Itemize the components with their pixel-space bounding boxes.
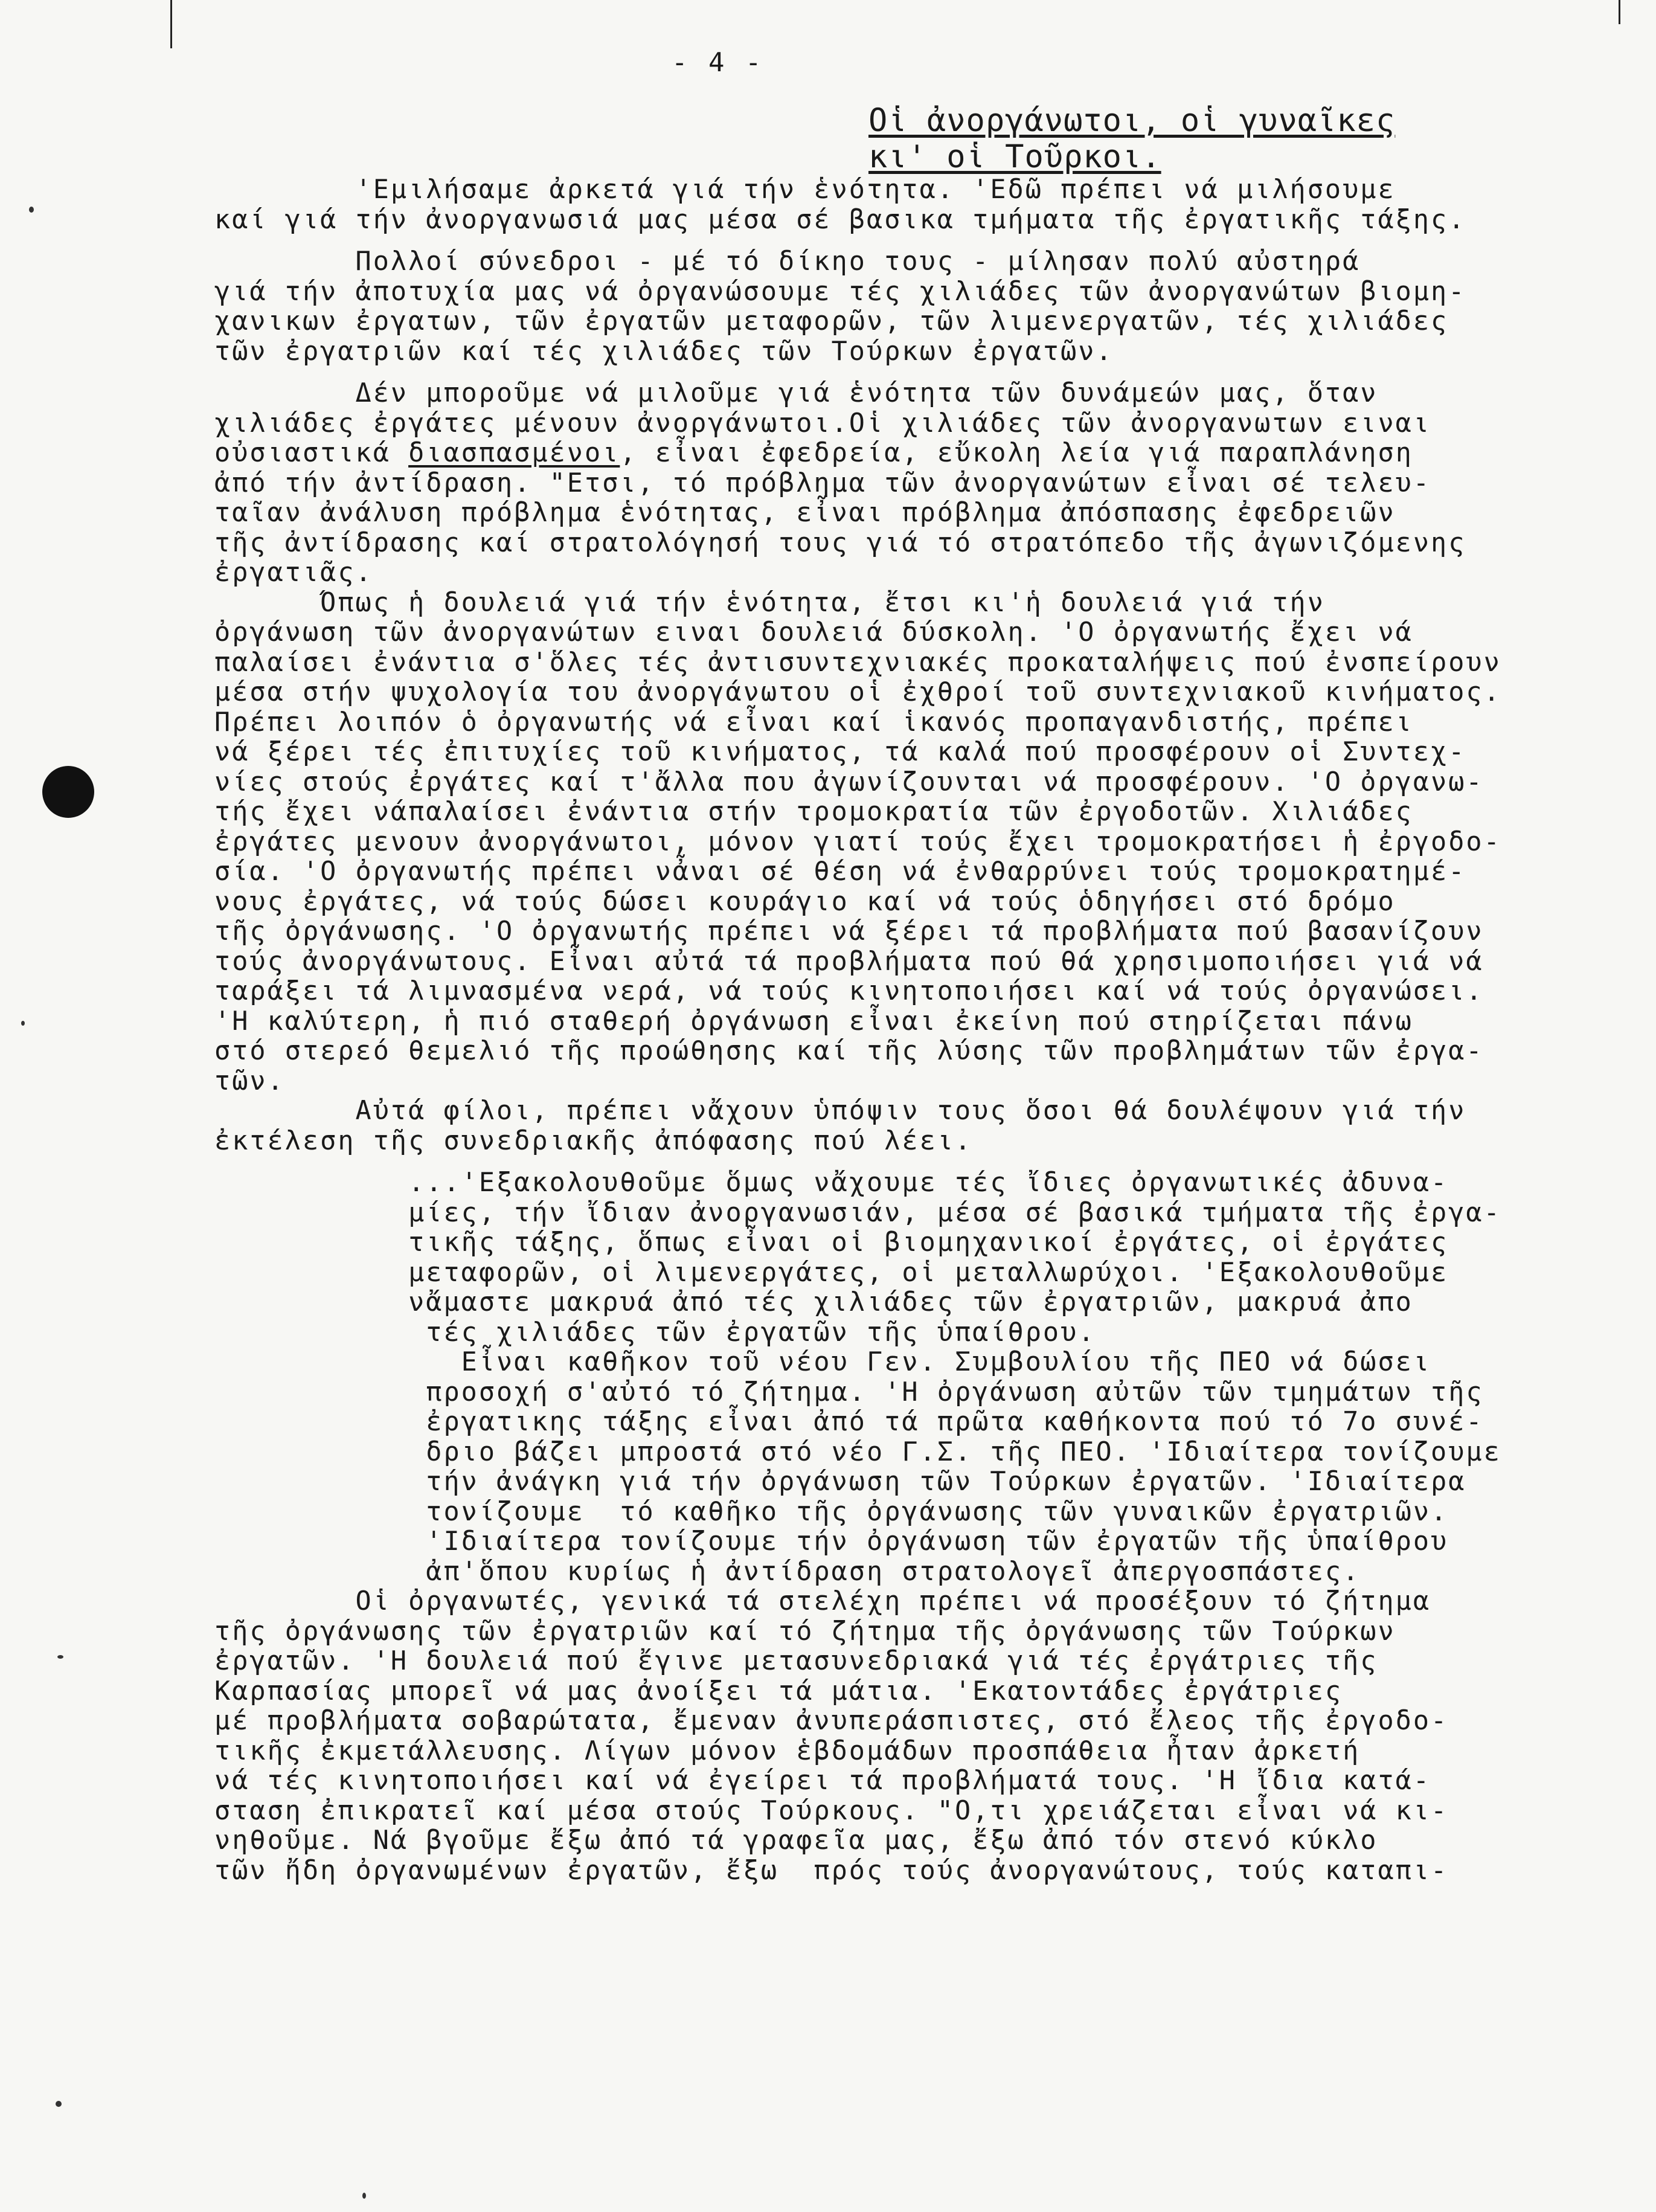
text-line: ἀπό τήν ἀντίδραση. "Ετσι, τό πρόβλημα τῶν ἀνοργανώτων εἶναι σέ τελευ-	[214, 468, 1431, 498]
text-line: 'Ιδιαίτερα τονίζουμε τήν ὀργάνωση τῶν ἐργατῶν τῆς ὑπαίθρου	[214, 1526, 1449, 1557]
text-line	[214, 367, 1561, 379]
text-line: Όπως ἡ δουλειά γιά τήν ἑνότητα, ἔτσι κι'ἡ δουλειά γιά τήν	[214, 587, 1325, 618]
text-line: οὐσιαστικά διασπασμένοι, εἶναι ἐφεδρεία, εὔκολη λεία γιά παραπλάνηση	[214, 438, 1413, 468]
text-line: τικῆς τάξης, ὅπως εἶναι οἱ βιομηχανικοί ἐργάτες, οἱ ἐργάτες	[214, 1227, 1449, 1258]
text-line: σία. 'Ο ὀργανωτής πρέπει νἆναι σέ θέση νά ἐνθαρρύνει τούς τρομοκρατημέ-	[214, 857, 1466, 887]
text-line: ἐργατῶν. 'Η δουλειά πού ἔγινε μετασυνεδριακά γιά τές ἐργάτριες τῆς	[214, 1646, 1378, 1676]
text-line	[214, 1156, 1561, 1168]
body-text	[214, 175, 1561, 1886]
text-line: μέσα στήν ψυχολογία του ἀνοργάνωτου οἱ ἐχθροί τοῦ συντεχνιακοῦ κινήματος.	[214, 677, 1501, 707]
scan-speck	[21, 1021, 25, 1026]
text-line: παλαίσει ἐνάντια σ'ὅλες τές ἀντισυντεχνιακές προκαταλήψεις πού ἐνσπείρουν	[214, 647, 1501, 678]
text-line: Οἱ ὀργανωτές, γενικά τά στελέχη πρέπει νά προσέξουν τό ζήτημα	[214, 1586, 1431, 1616]
text-line: Πολλοί σύνεδροι - μέ τό δίκηο τους - μίλησαν πολύ αὐστηρά	[214, 246, 1361, 277]
text-line: χιλιάδες ἐργάτες μένουν ἀνοργάνωτοι.Οἱ χιλιάδες τῶν ἀνοργανωτων ειναι	[214, 408, 1431, 439]
text-line: τούς ἀνοργάνωτους. Εἶναι αὐτά τά προβλήματα πού θά χρησιμοποιήσει γιά νά	[214, 946, 1484, 977]
text-line: τές χιλιάδες τῶν ἐργατῶν τῆς ὑπαίθρου.	[214, 1317, 1096, 1348]
text-line: δριο βάζει μπροστά στό νέο Γ.Σ. τῆς ΠΕΟ. 'Ιδιαίτερα τονίζουμε	[214, 1436, 1501, 1467]
text-line: σταση ἐπικρατεῖ καί μέσα στούς Τούρκους. "Ο,τι χρειάζεται εἶναι νά κι-	[214, 1795, 1449, 1826]
text-line: νά τές κινητοποιήσει καί νά ἐγείρει τά προβλήματά τους. 'Η ἴδια κατά-	[214, 1766, 1431, 1796]
text-line: ἐργάτες μενουν ἀνοργάνωτοι, μόνον γιατί τούς ἔχει τρομοκρατήσει ἡ ἐργοδο-	[214, 826, 1501, 857]
scan-speck	[362, 2193, 366, 2199]
text-line: 'Η καλύτερη, ἡ πιό σταθερή ὀργάνωση εἶναι ἐκείνη πού στηρίζεται πάνω	[214, 1006, 1413, 1037]
punch-hole	[42, 766, 94, 818]
text-line: τῆς ὀργάνωσης. 'Ο ὀργανωτής πρέπει νά ξέρει τά προβλήματα πού βασανίζουν	[214, 916, 1484, 947]
text-line: τήν ἀνάγκη γιά τήν ὀργάνωση τῶν Τούρκων ἐργατῶν. 'Ιδιαίτερα	[214, 1467, 1466, 1497]
text-line: μεταφορῶν, οἱ λιμενεργάτες, οἱ μεταλλωρύχοι. 'Εξακολουθοῦμε	[214, 1257, 1449, 1288]
text-line: μέ προβλήματα σοβαρώτατα, ἔμεναν ἀνυπεράσπιστες, στό ἔλεος τῆς ἐργοδο-	[214, 1706, 1449, 1736]
text-line: ἐκτέλεση τῆς συνεδριακῆς ἀπόφασης πού λέει.	[214, 1125, 973, 1156]
section-title	[868, 103, 1395, 175]
section-title-line: κι' οἱ Τοῦρκοι.	[868, 139, 1161, 175]
text-line: τῶν ἤδη ὀργανωμένων ἐργατῶν, ἔξω πρός τούς ἀνοργανώτους, τούς καταπι-	[214, 1855, 1449, 1886]
text-line: ἀπ'ὅπου κυρίως ἡ ἀντίδραση στρατολογεῖ ἀπεργοσπάστες.	[214, 1556, 1361, 1587]
text-line: τῶν ἐργατριῶν καί τές χιλιάδες τῶν Τούρκων ἐργατῶν.	[214, 336, 1114, 367]
text-line: τῆς ὀργάνωσης τῶν ἐργατριῶν καί τό ζήτημα τῆς ὀργάνωσης τῶν Τούρκων	[214, 1616, 1396, 1647]
text-line: ταράξει τά λιμνασμένα νερά, νά τούς κινητοποιήσει καί νά τούς ὀργανώσει.	[214, 976, 1484, 1006]
text-line	[214, 235, 1561, 247]
text-line: ταῖαν ἀνάλυση πρόβλημα ἑνότητας, εἶναι πρόβλημα ἀπόσπασης ἐφεδρειῶν	[214, 498, 1396, 528]
text-line: ἐργατικης τάξης εἶναι ἀπό τά πρῶτα καθήκοντα πού τό 7ο συνέ-	[214, 1407, 1484, 1437]
text-line: τικῆς ἐκμετάλλευσης. Λίγων μόνον ἑβδομάδων προσπάθεια ἦταν ἀρκετή	[214, 1735, 1361, 1766]
page-number: - 4 -	[672, 47, 764, 78]
section-title-line: Οἱ ἀνοργάνωτοι, οἱ γυναῖκες	[868, 103, 1396, 139]
text-line: ὀργάνωση τῶν ἀνοργανώτων ειναι δουλειά δύσκολη. 'Ο ὀργανωτής ἔχει νά	[214, 617, 1413, 648]
text-line: ἐργατιᾶς.	[214, 558, 373, 588]
text-line: μίες, τήν ἴδιαν ἀνοργανωσιάν, μέσα σέ βασικά τμήματα τῆς ἐργα-	[214, 1197, 1501, 1228]
text-line: 'Εμιλήσαμε ἀρκετά γιά τήν ἑνότητα. 'Εδῶ πρέπει νά μιλήσουμε	[214, 175, 1396, 205]
text-line: προσοχή σ'αὐτό τό ζήτημα. 'Η ὀργάνωση αὐτῶν τῶν τμημάτων τῆς	[214, 1377, 1484, 1407]
text-line: τῶν.	[214, 1066, 285, 1096]
scan-edge-mark	[170, 0, 172, 48]
text-line: Καρπασίας μπορεῖ νά μας ἀνοίξει τά μάτια. 'Εκατοντάδες ἐργάτριες	[214, 1676, 1343, 1706]
text-line: γιά τήν ἀποτυχία μας νά ὀργανώσουμε τές χιλιάδες τῶν ἀνοργανώτων βιομη-	[214, 276, 1466, 307]
scan-speck	[56, 2101, 62, 2107]
scan-speck	[29, 207, 34, 213]
text-line: νἄμαστε μακρυά ἀπό τές χιλιάδες τῶν ἐργατριῶν, μακρυά ἀπο	[214, 1287, 1413, 1317]
text-line: τῆς ἀντίδρασης καί στρατολόγησή τους γιά τό στρατόπεδο τῆς ἀγωνιζόμενης	[214, 527, 1466, 558]
text-line: ...'Εξακολουθοῦμε ὅμως νἄχουμε τές ἴδιες ὀργανωτικές ἀδυνα-	[214, 1168, 1449, 1198]
text-line: καί γιά τήν ἀνοργανωσιά μας μέσα σέ βασικα τμήματα τῆς ἐργατικῆς τάξης.	[214, 204, 1466, 235]
scan-edge-mark	[1619, 0, 1620, 24]
text-line: στό στερεό θεμελιό τῆς προώθησης καί τῆς λύσης τῶν προβλημάτων τῶν ἐργα-	[214, 1036, 1484, 1066]
text-line: νίες στούς ἐργάτες καί τ'ἄλλα που ἀγωνίζουνται νά προσφέρουν. 'Ο ὀργανω-	[214, 767, 1484, 797]
text-line: Αὐτά φίλοι, πρέπει νἄχουν ὑπόψιν τους ὅσοι θά δουλέψουν γιά τήν	[214, 1096, 1466, 1126]
text-line: τονίζουμε τό καθῆκο τῆς ὀργάνωσης τῶν γυναικῶν ἐργατριῶν.	[214, 1496, 1449, 1527]
underlined-word: διασπασμένοι	[408, 438, 620, 468]
text-line: τής ἔχει νάπαλαίσει ἐνάντια στήν τρομοκρατία τῶν ἐργοδοτῶν. Χιλιάδες	[214, 797, 1413, 827]
text-line: χανικων ἐργατων, τῶν ἐργατῶν μεταφορῶν, τῶν λιμενεργατῶν, τές χιλιάδες	[214, 306, 1449, 336]
text-line: Δέν μποροῦμε νά μιλοῦμε γιά ἑνότητα τῶν δυνάμεών μας, ὅταν	[214, 378, 1378, 408]
text-line: νους ἐργάτες, νά τούς δώσει κουράγιο καί νά τούς ὁδηγήσει στό δρόμο	[214, 886, 1396, 917]
text-line: Εἶναι καθῆκον τοῦ νέου Γεν. Συμβουλίου τῆς ΠΕΟ νά δώσει	[214, 1347, 1431, 1377]
text-line: νά ξέρει τές ἐπιτυχίες τοῦ κινήματος, τά καλά πού προσφέρουν οἱ Συντεχ-	[214, 737, 1466, 767]
text-line: νηθοῦμε. Νά βγοῦμε ἔξω ἀπό τά γραφεῖα μας, ἔξω ἀπό τόν στενό κύκλο	[214, 1825, 1378, 1856]
text-line: Πρέπει λοιπόν ὁ ὀργανωτής νά εἶναι καί ἱκανός προπαγανδιστής, πρέπει	[214, 707, 1413, 738]
scan-speck	[57, 1655, 63, 1659]
